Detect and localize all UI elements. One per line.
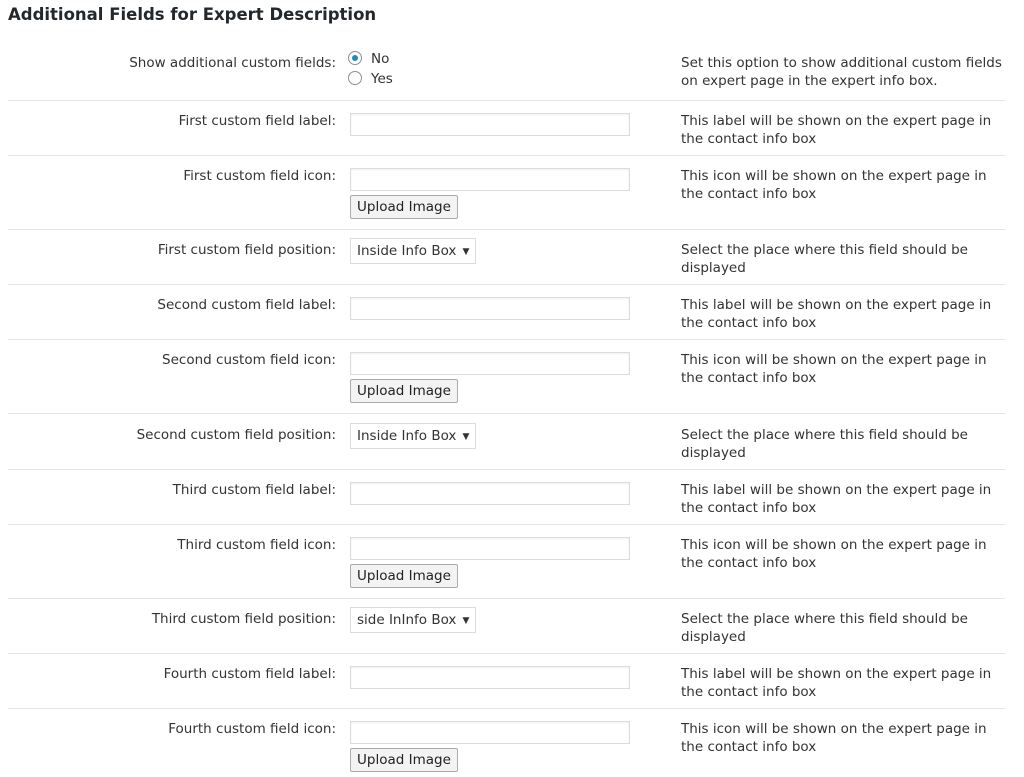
- second-position-row: [8, 427, 1005, 470]
- field-description: This icon will be shown on the expert page in the contact info box: [681, 537, 987, 571]
- radio-no[interactable]: [348, 51, 362, 65]
- third-label-row: [8, 482, 1005, 525]
- fourth-icon-upload-button[interactable]: Upload Image: [350, 748, 458, 772]
- show-custom-fields-row: [8, 51, 1005, 101]
- second-icon-input[interactable]: [350, 352, 630, 375]
- field-description: Set this option to show additional custom fields on expert page in the expert info box.: [681, 55, 1002, 89]
- fourth-label-row: [8, 666, 1005, 709]
- field-label: Third custom field label:: [172, 482, 336, 498]
- third-icon-upload-button[interactable]: Upload Image: [350, 564, 458, 588]
- third-icon-input[interactable]: [350, 537, 630, 560]
- radio-yes[interactable]: [348, 71, 362, 85]
- second-position-select[interactable]: [350, 423, 476, 449]
- fourth-label-input[interactable]: [350, 666, 630, 689]
- field-label: First custom field position:: [157, 242, 336, 258]
- section-title: Additional Fields for Expert Description: [8, 5, 377, 24]
- radio-option-no[interactable]: [348, 49, 393, 69]
- field-description: This icon will be shown on the expert page in the contact info box: [681, 168, 987, 202]
- first-position-select[interactable]: [350, 238, 476, 264]
- field-label: Second custom field position:: [136, 427, 336, 443]
- first-icon-row: [8, 168, 1005, 230]
- field-description: This label will be shown on the expert page in the contact info box: [681, 297, 992, 331]
- field-description: This label will be shown on the expert page in the contact info box: [681, 666, 992, 700]
- field-label: First custom field label:: [178, 113, 336, 129]
- field-description: Select the place where this field should be displayed: [681, 427, 968, 461]
- show-custom-fields-radio-group: [348, 49, 393, 89]
- fourth-icon-input[interactable]: [350, 721, 630, 744]
- first-label-input[interactable]: [350, 113, 630, 136]
- field-description: This label will be shown on the expert page in the contact info box: [681, 482, 992, 516]
- second-label-input[interactable]: [350, 297, 630, 320]
- caret-down-icon: ▼: [462, 432, 470, 442]
- caret-down-icon: ▼: [462, 247, 470, 257]
- field-label: Fourth custom field icon:: [168, 721, 336, 737]
- second-label-row: [8, 297, 1005, 340]
- first-icon-upload-button[interactable]: Upload Image: [350, 195, 458, 219]
- select-value: Inside Info Box: [357, 243, 457, 259]
- second-icon-row: [8, 352, 1005, 414]
- fourth-icon-row: [8, 721, 1005, 777]
- field-description: Select the place where this field should be displayed: [681, 242, 968, 276]
- field-description: This icon will be shown on the expert page in the contact info box: [681, 721, 987, 755]
- third-position-row: [8, 611, 1005, 654]
- field-label: Fourth custom field label:: [163, 666, 336, 682]
- field-label: Second custom field label:: [157, 297, 336, 313]
- third-icon-row: [8, 537, 1005, 599]
- select-value: Inside Info Box: [357, 428, 457, 444]
- field-description: This label will be shown on the expert page in the contact info box: [681, 113, 992, 147]
- third-position-select[interactable]: [350, 607, 476, 633]
- select-value: side InInfo Box: [357, 612, 457, 628]
- radio-no-label: No: [371, 51, 390, 67]
- field-description: This icon will be shown on the expert page in the contact info box: [681, 352, 987, 386]
- third-label-input[interactable]: [350, 482, 630, 505]
- field-label: Third custom field position:: [151, 611, 336, 627]
- first-position-row: [8, 242, 1005, 285]
- caret-down-icon: ▼: [462, 616, 470, 626]
- second-icon-upload-button[interactable]: Upload Image: [350, 379, 458, 403]
- field-label: Second custom field icon:: [162, 352, 336, 368]
- radio-yes-label: Yes: [371, 71, 393, 87]
- radio-option-yes[interactable]: [348, 69, 393, 89]
- field-label: Third custom field icon:: [177, 537, 336, 553]
- first-label-row: [8, 113, 1005, 156]
- first-icon-input[interactable]: [350, 168, 630, 191]
- field-label: Show additional custom fields:: [129, 55, 336, 71]
- field-description: Select the place where this field should be displayed: [681, 611, 968, 645]
- field-label: First custom field icon:: [183, 168, 336, 184]
